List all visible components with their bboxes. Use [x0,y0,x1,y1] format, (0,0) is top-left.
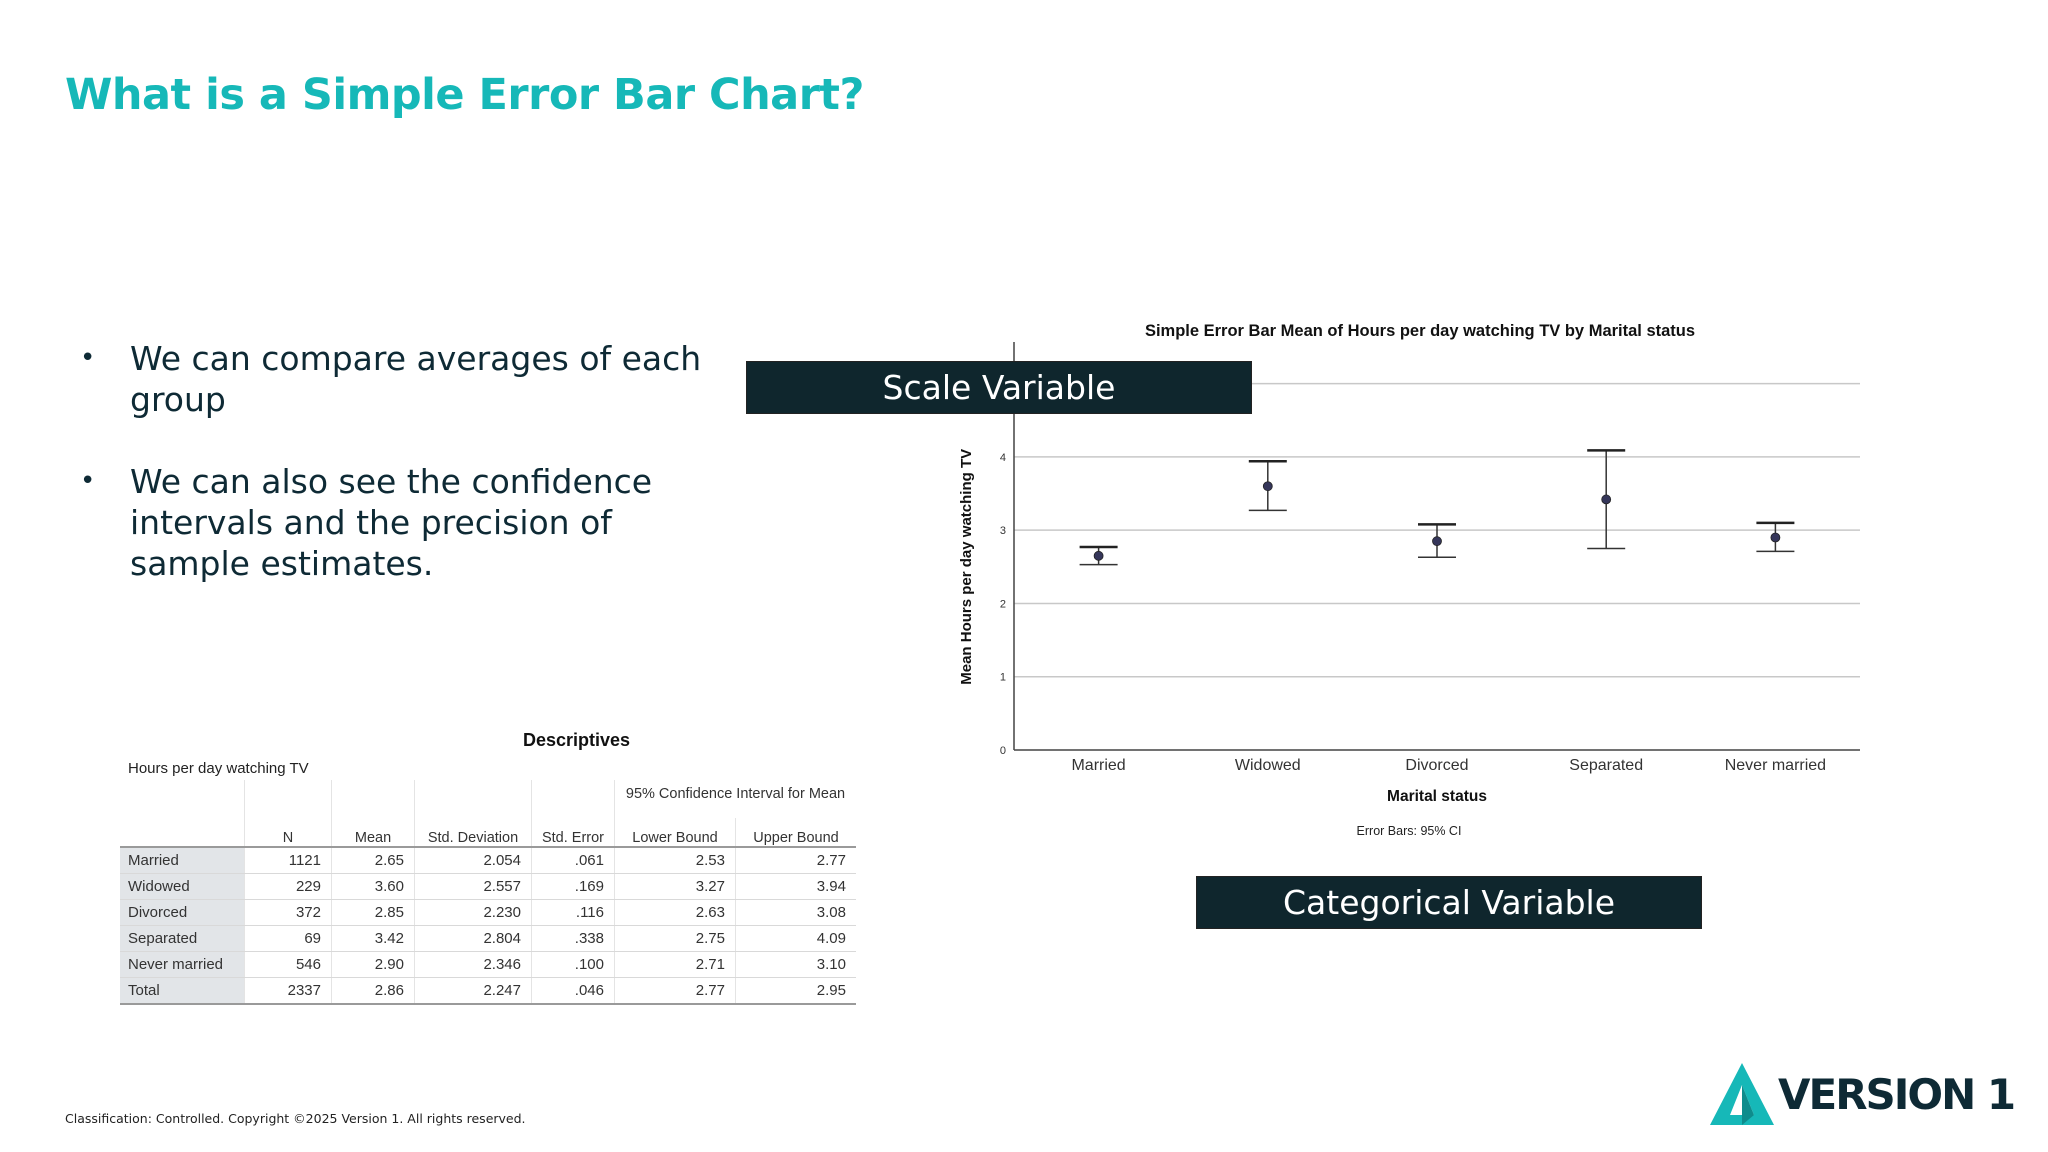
row-label: Widowed [120,874,245,900]
slide-title: What is a Simple Error Bar Chart? [65,70,864,120]
table-cell: 3.10 [736,952,857,978]
table-cell: 3.27 [615,874,736,900]
table-row [120,952,856,978]
row-label: Separated [120,926,245,952]
table-cell: .169 [532,874,615,900]
y-tick-label: 0 [999,745,1006,757]
descriptives-subtitle: Hours per day watching TV [128,760,309,777]
bullet-item [78,338,738,420]
table-cell: 4.09 [736,926,857,952]
chart-title: Simple Error Bar Mean of Hours per day watching TV by Marital status [1144,322,1696,340]
x-tick-label: Widowed [1234,757,1301,774]
bullet-dot: • [80,343,96,373]
table-cell: .338 [532,926,615,952]
x-tick-label: Divorced [1405,757,1469,774]
bullet-list [78,338,738,625]
bullet-item [78,461,738,584]
descriptives-title: Descriptives [523,730,631,750]
x-tick-label: Separated [1569,757,1644,774]
version1-logo [1710,1063,2014,1125]
column-header: N [245,818,332,847]
error-bars-note: Error Bars: 95% CI [1356,824,1462,838]
table-cell: 2.77 [615,978,736,1005]
table-cell: 2.247 [415,978,532,1005]
table-cell: 69 [245,926,332,952]
table-cell: 2.95 [736,978,857,1005]
y-tick-label: 2 [999,598,1006,611]
table-cell: 2.86 [332,978,415,1005]
column-header: Std. Deviation [415,818,532,847]
y-tick-label: 4 [999,451,1006,464]
table-row [120,978,856,1005]
row-label: Never married [120,952,245,978]
mean-point [1433,537,1442,546]
row-label: Divorced [120,900,245,926]
mean-point [1094,551,1103,560]
column-header: Mean [332,818,415,847]
logo-text: VERSION 1 [1778,1069,2015,1119]
table-cell: 1121 [245,847,332,874]
table-cell: 229 [245,874,332,900]
table-cell: 2.346 [415,952,532,978]
table-cell: 2.63 [615,900,736,926]
table-cell: .061 [532,847,615,874]
table-row [120,926,856,952]
table-cell: 2.557 [415,874,532,900]
table-cell: .046 [532,978,615,1005]
x-tick-label: Married [1071,757,1126,774]
table-row [120,874,856,900]
bullet-dot: • [80,466,96,496]
table-cell: 372 [245,900,332,926]
ci-header: 95% Confidence Interval for Mean [615,780,857,818]
table-cell: 3.60 [332,874,415,900]
bullet-text: We can compare averages of each group [130,339,702,419]
table-cell: 2.75 [615,926,736,952]
mean-point [1602,495,1611,504]
table-corner [120,780,245,818]
table-cell: 2.90 [332,952,415,978]
y-axis-title: Mean Hours per day watching TV [958,448,975,685]
table-cell: 2.804 [415,926,532,952]
table-cell: 3.08 [736,900,857,926]
bullet-text: We can also see the confidence intervals and the precision of sample estimates. [130,462,653,583]
column-header: Upper Bound [736,818,857,847]
table-cell: 2.53 [615,847,736,874]
descriptives-table [120,780,856,1005]
table-row [120,847,856,874]
table-cell: 3.42 [332,926,415,952]
y-tick-label: 1 [999,671,1006,684]
table-cell: 2.65 [332,847,415,874]
x-axis-title: Marital status [1387,788,1487,805]
categorical-variable-label: Categorical Variable [1196,876,1702,929]
table-row [120,900,856,926]
mean-point [1771,533,1780,542]
descriptives-body [120,847,856,1004]
column-header: Std. Error [532,818,615,847]
footer-copyright: Classification: Controlled. Copyright ©2025 Version 1. All rights reserved. [65,1111,526,1126]
x-tick-label: Never married [1724,757,1827,774]
table-cell: 2.85 [332,900,415,926]
table-cell: .100 [532,952,615,978]
table-cell: 2.77 [736,847,857,874]
table-cell: 546 [245,952,332,978]
column-header: Lower Bound [615,818,736,847]
scale-variable-label: Scale Variable [746,361,1252,414]
row-label: Total [120,978,245,1005]
version1-triangle-icon [1710,1063,1774,1125]
table-cell: .116 [532,900,615,926]
row-label: Married [120,847,245,874]
table-cell: 2.230 [415,900,532,926]
table-cell: 2.71 [615,952,736,978]
table-cell: 2.054 [415,847,532,874]
table-cell: 3.94 [736,874,857,900]
table-cell: 2337 [245,978,332,1005]
mean-point [1263,482,1272,491]
y-tick-label: 3 [999,525,1006,538]
